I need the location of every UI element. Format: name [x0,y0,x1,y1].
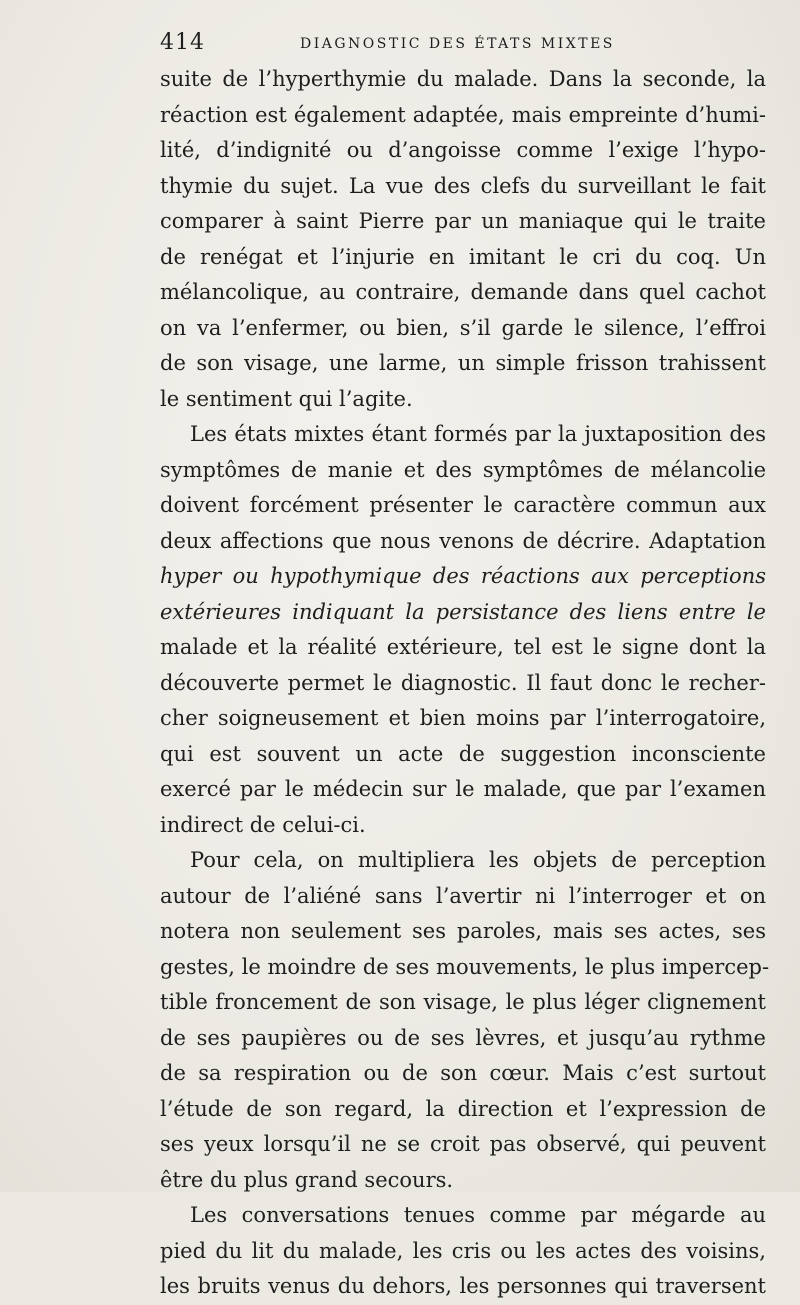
text-line: comparer à saint Pierre par un maniaque qui le traite [160,209,766,233]
text-line: notera non seulement ses paroles, mais ses actes, ses [160,919,766,943]
text-line: découverte permet le diagnostic. Il faut donc le recher- [160,670,766,695]
text-line: tible froncement de son visage, le plus léger clignement [160,990,766,1014]
text-line: l’étude de son regard, la direction et l’expression de [160,1096,766,1121]
text-line: qui est souvent un acte de suggestion inconsciente [160,741,766,766]
text-line: gestes, le moindre de ses mouvements, le plus impercep- [160,954,770,979]
text-line: hyper ou hypothymique des réactions aux perceptions [160,564,766,588]
body-text [160,62,770,1305]
running-head [160,30,770,64]
text-line: Les états mixtes étant formés par la juxtaposition des [190,422,766,446]
text-line: on va l’enfermer, ou bien, s’il garde le silence, l’effroi [160,315,766,340]
text-line: exercé par le médecin sur le malade, que par l’examen [160,777,766,801]
page-number: 414 [160,30,205,55]
text-line: thymie du sujet. La vue des clefs du surveillant le fait [160,173,766,198]
text-line: Les conversations tenues comme par mégarde au [190,1203,766,1227]
text-line: le sentiment qui l’agite. [160,386,413,411]
text-line: les bruits venus du dehors, les personnes qui traversent [160,1274,766,1298]
running-title: DIAGNOSTIC DES ÉTATS MIXTES [300,36,615,52]
text-line: deux affections que nous venons de décrire. Adaptation [160,528,766,553]
text-line: mélancolique, au contraire, demande dans quel cachot [160,280,766,304]
text-line: suite de l’hyperthymie du malade. Dans la seconde, la [160,67,766,91]
text-line: ses yeux lorsqu’il ne se croit pas observé, qui peuvent [160,1132,766,1156]
text-line: extérieures indiquant la persistance des liens entre le [160,599,766,624]
text-line: de son visage, une larme, un simple frisson trahissent [160,351,766,375]
text-line: lité, d’indignité ou d’angoisse comme l’exige l’hypo- [160,138,766,162]
text-line: pied du lit du malade, les cris ou les actes des voisins, [160,1238,766,1263]
text-line: doivent forcément présenter le caractère commun aux [160,493,766,517]
text-line: réaction est également adaptée, mais empreinte d’humi- [160,102,766,127]
text-line: autour de l’aliéné sans l’avertir ni l’interroger et on [160,883,766,908]
text-line: Pour cela, on multipliera les objets de perception [190,848,766,872]
text-line: être du plus grand secours. [160,1167,454,1192]
text-line: indirect de celui-ci. [160,812,366,837]
text-line: de renégat et l’injurie en imitant le cri du coq. Un [160,244,766,269]
text-line: cher soigneusement et bien moins par l’interrogatoire, [160,706,766,730]
text-line: symptômes de manie et des symptômes de mélancolie [160,457,766,482]
text-line: de sa respiration ou de son cœur. Mais c’est surtout [160,1061,766,1085]
text-line: de ses paupières ou de ses lèvres, et jusqu’au rythme [160,1025,766,1050]
text-line: malade et la réalité extérieure, tel est le signe dont la [160,635,766,659]
